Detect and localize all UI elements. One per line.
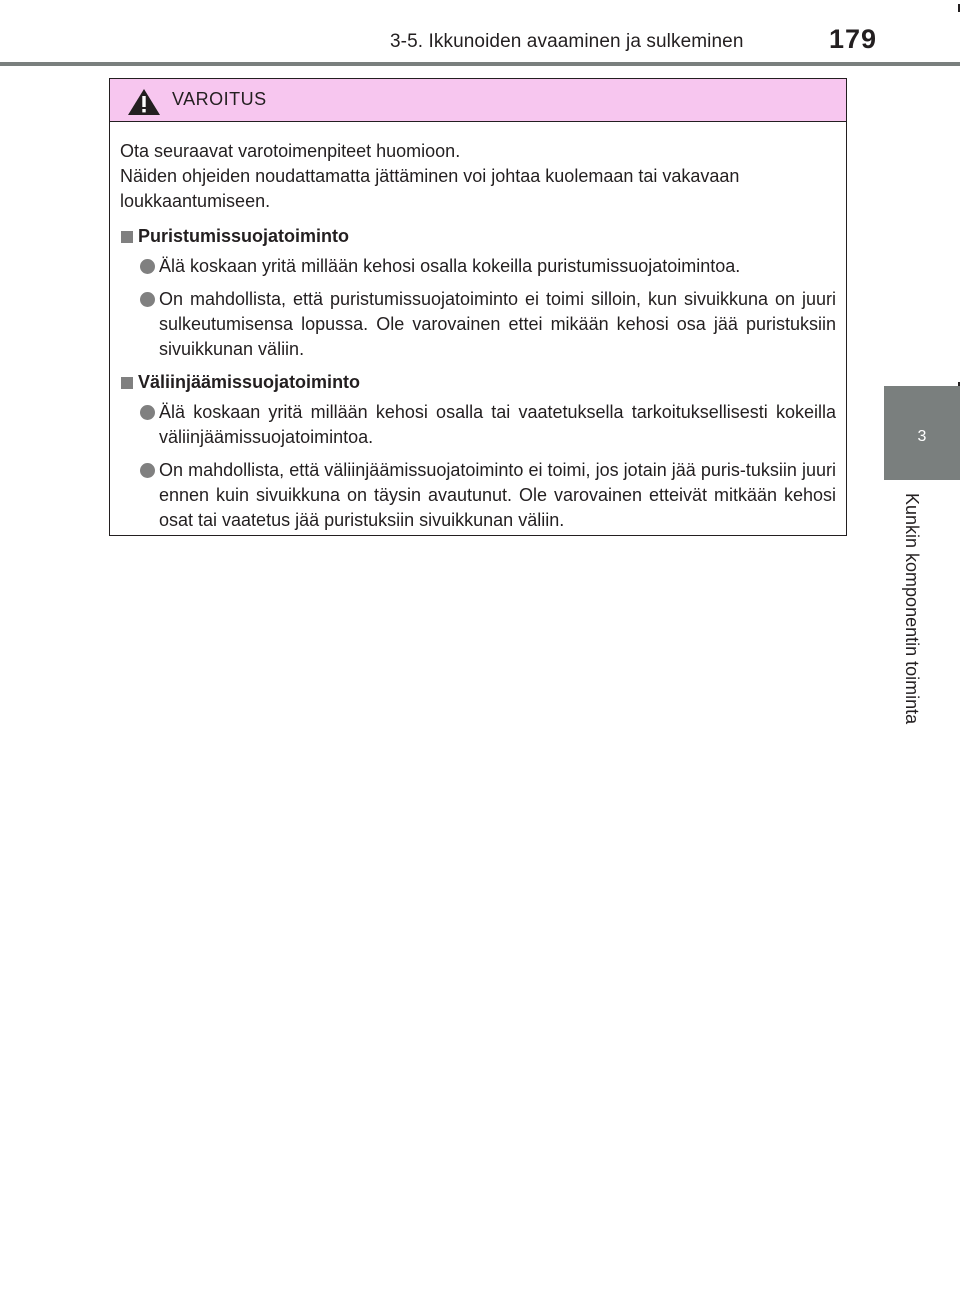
square-bullet-icon (121, 377, 133, 389)
header-divider (0, 62, 960, 66)
circle-bullet-icon (140, 292, 155, 307)
square-bullet-icon (121, 231, 133, 243)
list-item-text: On mahdollista, että puristumissuojatoiminto ei toimi silloin, kun sivuikkuna on juuri sulkeutumisensa lopussa. Ole varovainen ettei mikään kehosi osa jää puristuksiin sivuikkunan väliin. (159, 289, 836, 359)
list-item (140, 400, 836, 450)
circle-bullet-icon (140, 463, 155, 478)
warning-header (110, 79, 846, 122)
list-item-text: Älä koskaan yritä millään kehosi osalla tai vaatetuksella tarkoituksellisesti kokeilla väliinjäämissuojatoimintoa. (159, 402, 836, 447)
warning-box (109, 78, 847, 536)
section-heading-text: Väliinjäämissuojatoiminto (138, 372, 361, 392)
chapter-title: Kunkin komponentin toiminta (902, 493, 922, 725)
section-heading (120, 370, 836, 395)
warning-title: VAROITUS (172, 89, 267, 109)
chapter-tab: 3 (884, 386, 960, 480)
chapter-title-area (884, 482, 960, 767)
list-item (140, 287, 836, 362)
warning-triangle-icon (127, 88, 161, 121)
warning-intro: Ota seuraavat varotoimenpiteet huomioon. Näiden ohjeiden noudattamatta jättäminen voi johtaa kuolemaan tai vakavaan loukkaantumiseen. (120, 141, 740, 211)
list-item-text: On mahdollista, että väliinjäämissuojatoiminto ei toimi, jos jotain jää puris-tuksiin juuri ennen kuin sivuikkuna on täysin avautunut. Ole varovainen etteivät mitkään kehosi osat tai vaatetus jää puristuksiin sivuikkunan väliin. (159, 460, 836, 530)
circle-bullet-icon (140, 259, 155, 274)
page-number: 179 (829, 24, 878, 54)
list-item (140, 458, 836, 533)
section-heading (120, 224, 836, 249)
list-item (140, 254, 836, 279)
circle-bullet-icon (140, 405, 155, 420)
section-heading-text: Puristumissuojatoiminto (138, 226, 350, 246)
warning-body (110, 122, 846, 533)
section-title: 3-5. Ikkunoiden avaaminen ja sulkeminen (390, 31, 744, 52)
list-item-text: Älä koskaan yritä millään kehosi osalla kokeilla puristumissuojatoimintoa. (159, 256, 741, 276)
